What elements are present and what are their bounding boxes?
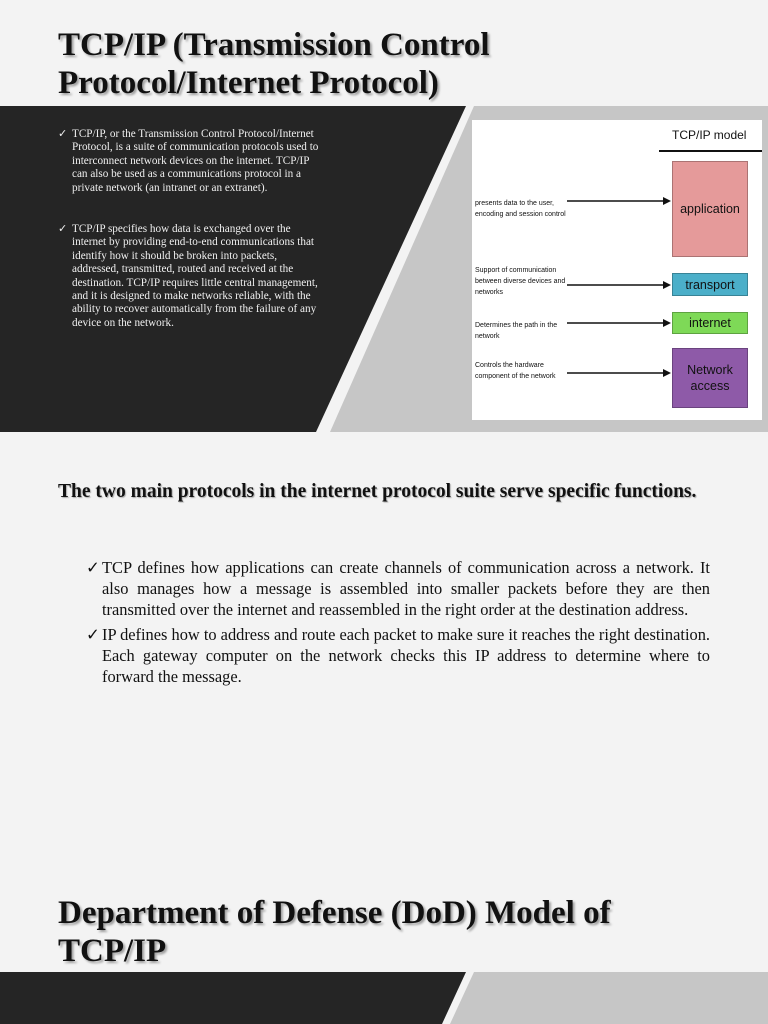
slide2-heading: The two main protocols in the internet protocol suite serve specific functions. [58,481,697,502]
list-item [58,223,320,330]
layer-transport: transport [672,273,748,296]
checkmark-icon: ✓ [86,625,100,645]
slide2-bullet-list [86,558,710,693]
slide3-title: Department of Defense (DoD) Model of TCP/IP [58,895,611,969]
arrow-application [567,196,671,206]
bullet-text: IP defines how to address and route each packet to make sure it reaches the right destination. Each gateway computer on the network checks this IP address to determine where to forward the message. [102,625,710,686]
layer-internet: internet [672,312,748,334]
layer-application: application [672,161,748,257]
tcpip-model-diagram [472,120,762,420]
checkmark-icon: ✓ [58,128,68,140]
list-item [86,625,710,687]
layer-network-access: Network access [672,348,748,408]
arrow-transport [567,280,671,290]
checkmark-icon: ✓ [86,558,100,577]
slide-tcpip-intro [0,0,768,432]
slide3-band-shapes [0,972,768,1024]
bullet-text: TCP/IP specifies how data is exchanged over the internet by providing end-to-end communications that identify how it should be broken into packets, addressed, transmitted, routed and received at the destination. TCP/IP requires little central management, and it is designed to make networks reliable, with the ability to recover automatically from the failure of any device on the network. [72,223,318,329]
slide1-title: TCP/IP (Transmission Control Protocol/Internet Protocol) [58,27,490,101]
slide-main-protocols [0,432,768,864]
diagram-title: TCP/IP model [672,128,747,142]
checkmark-icon: ✓ [58,223,68,236]
list-item [58,128,320,195]
slide1-bullet-list [58,128,320,358]
bullet-text: TCP defines how applications can create channels of communication across a network. It also manages how a message is assembled into smaller packets before they are then transmitted over the internet and reassembled in the right order at the destination address. [102,558,710,619]
arrow-network-access [567,368,671,378]
diagram-title-rule [659,150,762,152]
light-band [450,972,768,1024]
bullet-text: TCP/IP, or the Transmission Control Protocol/Internet Protocol, is a suite of communication protocols used to interconnect network devices on the internet. TCP/IP can also be used as a communications protocol in a private network (an intranet or an extranet). [72,128,319,194]
arrow-internet [567,318,671,328]
slide3-band [0,972,768,1024]
description-transport: Support of communication between diverse devices and networks [475,267,566,296]
slide-dod-model [0,864,768,1024]
list-item [86,558,710,620]
dark-band [0,972,466,1024]
description-network-access: Controls the hardware component of the network [475,362,556,380]
description-application: presents data to the user, encoding and session control [475,200,566,218]
description-internet: Determines the path in the network [475,322,558,340]
